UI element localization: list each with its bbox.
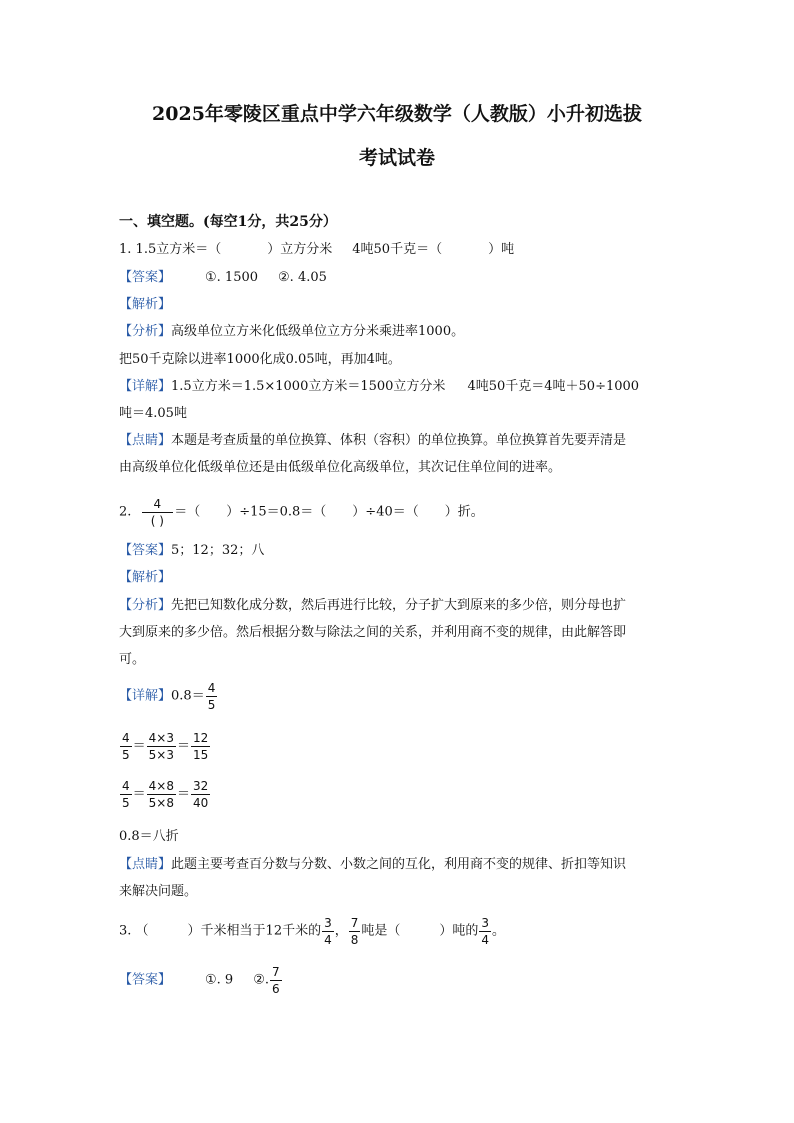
xiangjie-row-2: 吨＝4.05吨: [119, 406, 187, 421]
xiangjie-row: 【详解】0.8＝ $\frac{4}{5}$: [119, 681, 216, 712]
dianjing-row: 【点睛】本题是考查质量的单位换算、体积（容积）的单位换算。单位换算首先要弄清是: [119, 433, 627, 448]
answer-row: 【答案】 ①. 1500 ②. 4.05: [119, 270, 327, 285]
question-3: 3. （ ）千米相当于12千米的 $\frac{3}{4}$ ， $\frac{7}{8}$ 吨是（ ）吨的 $\frac{3}{4}$ 。: [119, 916, 506, 947]
dianjing-row: 【点睛】此题主要考查百分数与分数、小数之间的互化，利用商不变的规律、折扣等知识: [119, 857, 627, 872]
analysis-tag: 【解析】: [119, 297, 172, 312]
question-number: 3.: [119, 923, 132, 939]
zhe-row: 0.8＝八折: [119, 829, 179, 844]
page-title: 2025年零陵区重点中学六年级数学（人教版）小升初选拔: [152, 103, 642, 125]
question-number: 2.: [119, 504, 132, 520]
question-number: 1.: [119, 242, 132, 257]
question-2: 2. $\frac{4}{( )}$ ＝（ ）÷15＝0.8＝（ ）÷40＝（ ）折。: [119, 497, 484, 528]
fraction: $\frac{4\times 8}{5\times 8}$: [148, 779, 174, 810]
fraction: $\frac{4}{5}$: [207, 681, 216, 712]
equation-row-1: $\frac{4}{5}$ ＝ $\frac{4\times 3}{5\times 3}$ ＝ $\frac{12}{15}$: [122, 731, 209, 762]
fraction: $\frac{4}{5}$: [122, 779, 130, 810]
fenxi-row-2: 大到原来的多少倍。然后根据分数与除法之间的关系，并利用商不变的规律，由此解答即: [119, 625, 627, 640]
dianjing-row-2: 由高级单位化低级单位还是由低级单位化高级单位，其次记住单位间的进率。: [119, 460, 562, 475]
analysis-tag: 【解析】: [119, 570, 172, 585]
fraction: $\frac{32}{40}$: [193, 779, 209, 810]
fenxi-row: 【分析】先把已知数化成分数，然后再进行比较，分子扩大到原来的多少倍，则分母也扩: [119, 598, 627, 613]
fraction: $\frac{4}{( )}$: [142, 496, 174, 529]
answer-tag: 【答案】: [119, 270, 172, 285]
question-1: 1. 1.5立方米＝（ ）立方分米 4吨50千克＝（ ）吨: [119, 242, 515, 257]
xiangjie-row: 【详解】1.5立方米＝1.5×1000立方米＝1500立方分米 4吨50千克＝4吨＋50÷1000: [119, 379, 640, 394]
fraction: $\frac{4}{5}$: [122, 731, 130, 762]
fenxi-row-2: 把50千克除以进率1000化成0.05吨，再加4吨。: [119, 352, 401, 367]
fraction: $\frac{7}{8}$: [350, 916, 359, 947]
dianjing-row-2: 来解决问题。: [119, 884, 198, 899]
equation-row-2: $\frac{4}{5}$ ＝ $\frac{4\times 8}{5\times 8}$ ＝ $\frac{32}{40}$: [122, 779, 209, 810]
page-title-line2: 考试试卷: [358, 147, 435, 169]
fraction: $\frac{3}{4}$: [481, 916, 490, 947]
answer-row: 【答案】5；12；32；八: [119, 543, 265, 558]
fraction: $\frac{3}{4}$: [324, 916, 332, 947]
answer-row: 【答案】 ①. 9 ②. $\frac{7}{6}$: [119, 965, 280, 996]
fenxi-row: 【分析】高级单位立方米化低级单位立方分米乘进率1000。: [119, 324, 465, 339]
fraction: $\frac{4\times 3}{5\times 3}$: [148, 731, 174, 762]
section-heading: 一、填空题。(每空1分，共25分）: [119, 214, 337, 230]
fraction: $\frac{7}{6}$: [272, 965, 280, 996]
fraction: $\frac{12}{15}$: [193, 731, 209, 762]
fenxi-row-3: 可。: [119, 652, 146, 667]
